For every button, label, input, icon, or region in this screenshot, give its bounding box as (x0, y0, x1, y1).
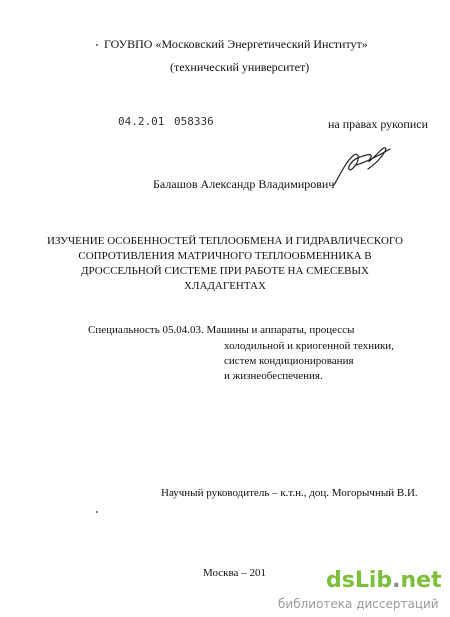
thesis-title-line-3: ДРОССЕЛЬНОЙ СИСТЕМЕ ПРИ РАБОТЕ НА СМЕСЕВЫХ (81, 265, 369, 277)
university-subtitle: (технический университет) (170, 60, 310, 74)
thesis-title-line-1: ИЗУЧЕНИЕ ОСОБЕННОСТЕЙ ТЕПЛООБМЕНА И ГИДРАВЛИЧЕСКОГО (47, 235, 403, 247)
watermark-logo-dot: . (392, 568, 401, 593)
scientific-supervisor: Научный руководитель – к.т.н., доц. Могорычный В.И. (161, 487, 418, 499)
watermark-logo-left: dsLib (326, 568, 393, 593)
scan-speck (96, 511, 98, 513)
signature-image (330, 135, 396, 191)
specialty-line-2: холодильной и криогенной техники, (224, 340, 394, 352)
thesis-title-line-4: ХЛАДАГЕНТАХ (184, 280, 266, 292)
archive-stamp-date: 04.2.01 (118, 115, 165, 128)
author-name: Балашов Александр Владимирович (153, 177, 335, 191)
specialty-line-3: систем кондиционирования (224, 355, 354, 367)
watermark-logo (326, 568, 442, 593)
city-year: Москва – 201 (203, 567, 266, 579)
thesis-title-line-2: СОПРОТИВЛЕНИЯ МАТРИЧНОГО ТЕПЛООБМЕННИКА В (78, 250, 372, 262)
manuscript-note: на правах рукописи (328, 117, 428, 131)
watermark-logo-right: net (400, 568, 442, 593)
specialty-line-1: Специальность 05.04.03. Машины и аппараты, процессы (88, 324, 355, 336)
specialty-line-4: и жизнеобеспечения. (224, 370, 323, 382)
scan-speck (96, 44, 98, 46)
archive-stamp-number: 058336 (174, 115, 214, 128)
institution-name: ГОУВПО «Московский Энергетический Институт» (104, 37, 368, 51)
watermark-tagline: библиотека диссертаций (278, 597, 439, 611)
